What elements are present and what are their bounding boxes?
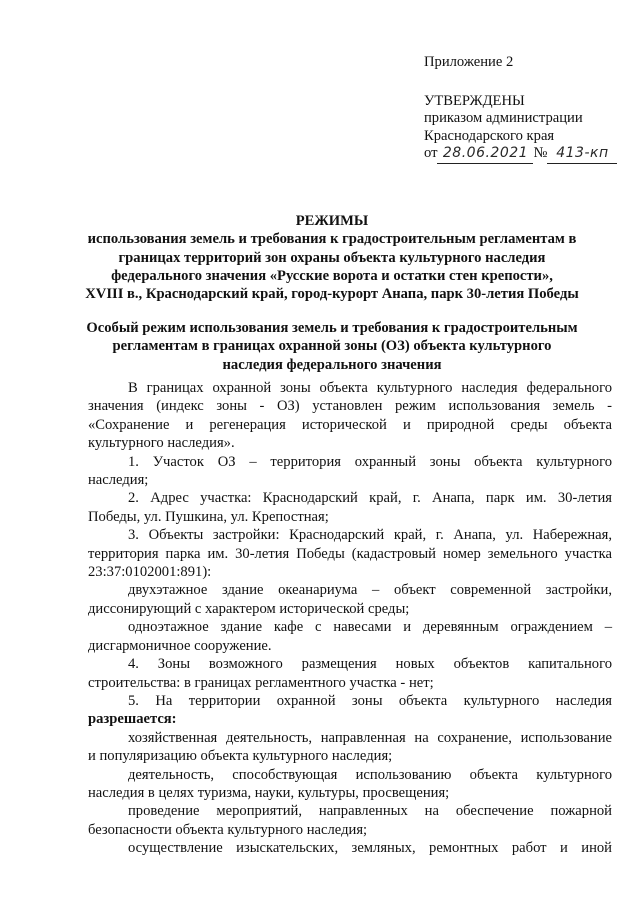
- body-line: «Сохранение и регенерация исторической и природной среды объекта: [88, 416, 612, 433]
- body-line: 2. Адрес участка: Краснодарский край, г. Анапа, парк им. 30-летия: [128, 490, 612, 507]
- document-title: [40, 212, 624, 303]
- body-line: культурного наследия».: [88, 435, 235, 452]
- section-title-line: Особый режим использования земель и требования к градостроительным: [86, 320, 578, 336]
- section-title-line: регламентам в границах охранной зоны (ОЗ) объекта культурного: [112, 338, 552, 355]
- body-line: 4. Зоны возможного размещения новых объектов капитального: [128, 656, 612, 673]
- title-line: федерального значения «Русские ворота и остатки стен крепости»,: [111, 267, 553, 284]
- body-line: Победы, ул. Пушкина, ул. Крепостная;: [88, 508, 329, 525]
- body-line: деятельность, способствующая использованию объекта культурного: [128, 766, 612, 783]
- body-line: осуществление изыскательских, земляных, ремонтных работ и иной: [128, 840, 612, 857]
- body-line: В границах охранной зоны объекта культурного наследия федерального: [128, 380, 612, 396]
- order-date-number: [424, 145, 624, 164]
- approved-label: УТВЕРЖДЕНЫ: [424, 92, 525, 109]
- order-line-1: приказом администрации: [424, 110, 583, 127]
- body-line: и популяризацию объекта культурного наследия;: [88, 748, 393, 765]
- body-line: строительства: в границах регламентного участка - нет;: [88, 674, 434, 691]
- body-line: 1. Участок ОЗ – территория охранный зоны объекта культурного: [128, 453, 612, 470]
- body-line: территория парка им. 30-летия Победы (кадастровый номер земельного участка: [88, 545, 612, 562]
- body-line: диссонирующий с характером исторической среды;: [88, 600, 410, 617]
- approval-block: [424, 54, 624, 164]
- body-line: проведение мероприятий, направленных на обеспечение пожарной: [128, 803, 612, 820]
- body-line: значения (индекс зоны - ОЗ) установлен режим использования земель -: [88, 398, 612, 415]
- body-line: хозяйственная деятельность, направленная на сохранение, использование: [128, 729, 612, 746]
- body-line: 5. На территории охранной зоны объекта культурного наследия: [128, 692, 612, 709]
- appendix-label: Приложение 2: [424, 54, 514, 70]
- order-line-2: Краснодарского края: [424, 127, 555, 144]
- body-line: 3. Объекты застройки: Краснодарский край, г. Анапа, ул. Набережная,: [128, 527, 612, 544]
- number-prefix: №: [533, 145, 548, 162]
- title-line: РЕЖИМЫ: [295, 213, 369, 229]
- body-line: наследия;: [88, 472, 149, 489]
- body-line: наследия в целях туризма, науки, культуры, просвещения;: [88, 784, 450, 801]
- handwritten-number: 413-кп: [547, 145, 617, 164]
- date-prefix: от: [424, 145, 438, 162]
- section-title: [40, 319, 624, 374]
- title-line: границах территорий зон охраны объекта культурного наследия: [118, 249, 546, 266]
- document-body: [88, 379, 612, 858]
- body-line: безопасности объекта культурного наследия;: [88, 821, 368, 838]
- title-line: XVIII в., Краснодарский край, город-курорт Анапа, парк 30-летия Победы: [85, 286, 579, 303]
- body-line: двухэтажное здание океанариума – объект современной застройки,: [128, 582, 612, 599]
- body-line: дисгармоничное сооружение.: [88, 637, 272, 654]
- title-line: использования земель и требования к градостроительным регламентам в: [87, 231, 577, 248]
- body-line: 23:37:0102001:891):: [88, 564, 212, 581]
- section-title-line: наследия федерального значения: [222, 356, 442, 373]
- handwritten-date: 28.06.2021: [437, 145, 533, 164]
- body-line: одноэтажное здание кафе с навесами и деревянным ограждением –: [128, 619, 612, 636]
- body-line-bold: разрешается:: [88, 711, 177, 728]
